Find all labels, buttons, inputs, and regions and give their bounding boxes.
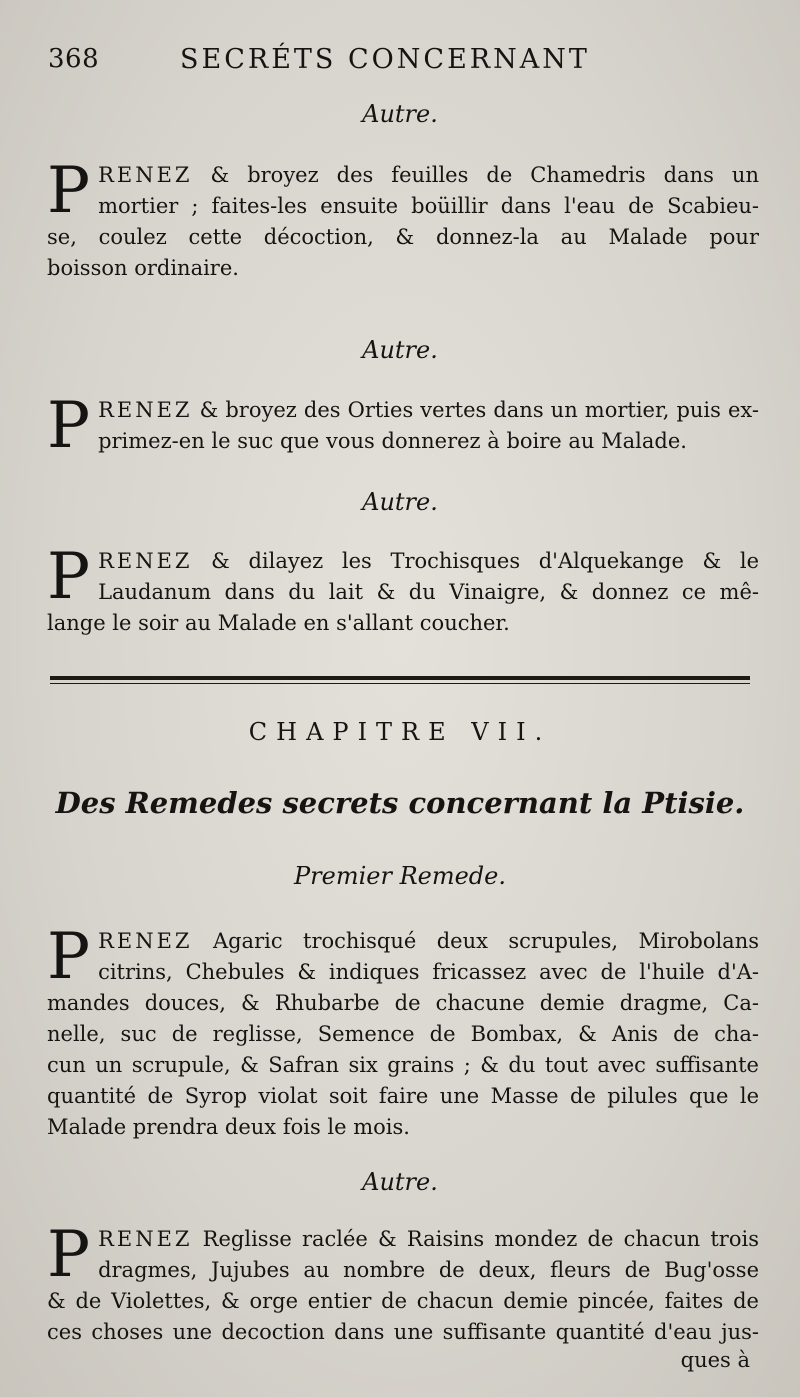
paragraph-line: quantité de Syrop violat soit faire une Masse de pilules que le bbox=[47, 1084, 759, 1108]
ornamental-rule bbox=[50, 676, 750, 684]
paragraph-line: lange le soir au Malade en s'allant coucher. bbox=[47, 611, 510, 635]
paragraph bbox=[47, 389, 759, 463]
paragraph-line: primez-en le suc que vous donnerez à boire au Malade. bbox=[98, 429, 687, 453]
lead-word: RENEZ bbox=[98, 163, 193, 187]
section-heading: Autre. bbox=[362, 488, 438, 516]
paragraph-line: Laudanum dans du lait & du Vinaigre, & donnez ce mê- bbox=[98, 580, 759, 604]
line-text: Agaric trochisqué deux scrupules, Mirobolans bbox=[212, 929, 759, 953]
paragraph-line bbox=[98, 1224, 759, 1255]
paragraph-line: dragmes, Jujubes au nombre de deux, fleurs de Bug'osse bbox=[98, 1258, 759, 1282]
lead-word: RENEZ bbox=[98, 549, 193, 573]
section-heading: Premier Remede. bbox=[294, 862, 506, 890]
chapter-title: Des Remedes secrets concernant la Ptisie. bbox=[55, 786, 745, 820]
drop-cap: P bbox=[47, 540, 91, 614]
section-heading: Autre. bbox=[362, 1168, 438, 1196]
page-number: 368 bbox=[48, 44, 100, 74]
paragraph-line: ces choses une decoction dans une suffisante quantité d'eau jus- bbox=[47, 1320, 759, 1344]
running-title: SECRÉTS CONCERNANT bbox=[180, 44, 590, 75]
paragraph-line: Malade prendra deux fois le mois. bbox=[47, 1115, 410, 1139]
lead-word: RENEZ bbox=[98, 398, 193, 422]
section-heading: Autre. bbox=[362, 100, 438, 128]
section-heading: Autre. bbox=[362, 336, 438, 364]
paragraph bbox=[47, 154, 759, 284]
line-text: & broyez des feuilles de Chamedris dans un bbox=[210, 163, 759, 187]
lead-word: RENEZ bbox=[98, 929, 193, 953]
paragraph-line: cun un scrupule, & Safran six grains ; & du tout avec suffisante bbox=[47, 1053, 759, 1077]
page-header bbox=[48, 40, 648, 80]
paragraph-line bbox=[98, 926, 759, 957]
paragraph bbox=[47, 1218, 759, 1348]
paragraph-line: citrins, Chebules & indiques fricassez avec de l'huile d'A- bbox=[98, 960, 759, 984]
paragraph-line bbox=[98, 395, 759, 426]
paragraph-line bbox=[98, 546, 759, 577]
paragraph-line bbox=[98, 160, 759, 191]
rule-thick bbox=[50, 676, 750, 680]
paragraph bbox=[47, 920, 759, 1143]
paragraph-line: se, coulez cette décoction, & donnez-la au Malade pour bbox=[47, 225, 759, 249]
line-text: & broyez des Orties vertes dans un mortier, puis ex- bbox=[199, 398, 759, 422]
drop-cap: P bbox=[47, 1218, 91, 1292]
drop-cap: P bbox=[47, 389, 91, 463]
line-text: & dilayez les Trochisques d'Alquekange & le bbox=[211, 549, 759, 573]
rule-thin bbox=[50, 683, 750, 684]
line-text: Reglisse raclée & Raisins mondez de chacun trois bbox=[202, 1227, 759, 1251]
paragraph-line: boisson ordinaire. bbox=[47, 256, 239, 280]
chapter-number: CHAPITRE VII. bbox=[248, 718, 552, 746]
paragraph-line: mortier ; faites-les ensuite boüillir dans l'eau de Scabieu- bbox=[98, 194, 759, 218]
drop-cap: P bbox=[47, 154, 91, 228]
lead-word: RENEZ bbox=[98, 1227, 193, 1251]
paragraph bbox=[47, 540, 759, 639]
catchword: ques à bbox=[680, 1348, 750, 1372]
paragraph-line: & de Violettes, & orge entier de chacun demie pincée, faites de bbox=[47, 1289, 759, 1313]
drop-cap: P bbox=[47, 920, 91, 994]
paragraph-line: nelle, suc de reglisse, Semence de Bombax, & Anis de cha- bbox=[47, 1022, 759, 1046]
paragraph-line: mandes douces, & Rhubarbe de chacune demie dragme, Ca- bbox=[47, 991, 759, 1015]
